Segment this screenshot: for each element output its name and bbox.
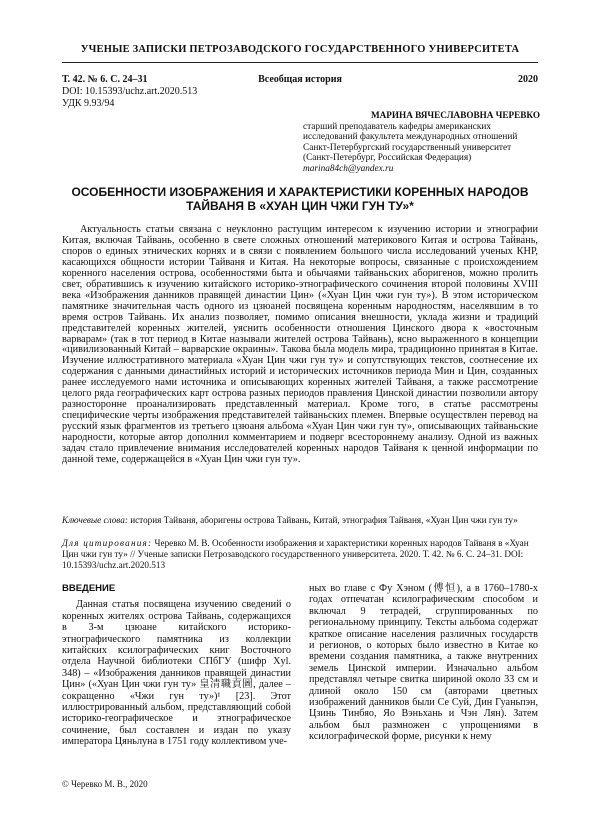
intro-paragraph-right: ных во главе с Фу Хэном (傅恒), а в 1760–1780-х годах отпечатан ксилографическим способом и включал 9 тетрадей, сгруппированных по региональному принципу. Тексты альбома содержат краткое описание населения различных государств и регионов, о которых было известно в Китае ко времени создания памятника, а также внутренних земель Цинской империи. Изначально альбом представлял четыре свитка шириной около 33 см и длиной около 150 см (авторами цветных изображений данников были Се Суй, Дин Гуаньпэн, Цзинь Тинбяо, Яо Вэньхань и Чэн Лян). Затем альбом был размножен с упрощениями в ксилографической форме, рисунки к нему [309, 583, 538, 743]
keywords [62, 515, 538, 526]
article-title: ОСОБЕННОСТИ ИЗОБРАЖЕНИЯ И ХАРАКТЕРИСТИКИ КОРЕННЫХ НАРОДОВ ТАЙВАНЯ В «ХУАН ЦИН ЧЖИ ГУН ТУ»* [71, 185, 529, 213]
intro-paragraph-left: Данная статья посвящена изучению сведений о коренных жителях острова Тайвань, содержащихся в 3-м цзюане китайского историко-этнографического памятника из коллекции китайских ксилографических книг Восточного отдела Научной библиотеки СПбГУ (шифр Xyl. 348) – «Изображения данников правящей династии Цин» («Хуан Цин чжи гун ту» 皇清職貢圖, далее – сокращенно «Чжи гун ту»)¹ [23]. Этот иллюстрированный альбом, представляющий собой историко-географическое и этнографическое сочинение, был составлен и издан по указу императора Цяньлуна в 1751 году коллективом уче- [62, 599, 291, 748]
issue-year: 2020 [518, 74, 538, 85]
right-column [309, 583, 538, 743]
left-column [62, 583, 291, 748]
header-divider [62, 62, 538, 63]
author-affiliation: старший преподаватель кафедры американских исследований факультета международных отношений Санкт-Петербургский государственный университет (Санкт-Петербург, Российская Федерация) [303, 121, 518, 164]
doi-block [62, 86, 197, 110]
keywords-text: история Тайваня, аборигены острова Тайвань, Китай, этнография Тайваня, «Хуан Цин чжи гун ту» [130, 515, 518, 525]
author-name: МАРИНА ВЯЧЕСЛАВОВНА ЧЕРЕВКО [370, 110, 540, 120]
section-name: Всеобщая история [258, 74, 342, 85]
abstract: Актуальность статьи связана с неуклонно растущим интересом к изучению истории и этнографии Китая, включая Тайвань, особенно в свете сложных отношений материкового Китая и острова Тайвань, споров о единых этнических корнях и в связи с появлением большого числа исследований ученых КНР, касающихся общности истории Тайваня и Китая. На некоторые вопросы, связанные с происхождением коренного населения острова, особенностями быта и обычаями тайваньских аборигенов, можно пролить свет, обратившись к изучению китайского историко-этнографического сочинения второй половины XVIII века «Изображения данников правящей династии Цин» («Хуан Цин чжи гун ту»). В этом историческом памятнике значительная часть одного из цзюаней посвящена коренным народностям, населявшим в то время остров Тайвань. Их анализ позволяет, помимо описания внешности, уклада жизни и традиций представителей коренных жителей, уяснить особенности отношения Цинского двора к «восточным варварам» (так в тот период в Китае называли жителей острова Тайвань), ясно выраженного в концепции «цивилизованный Китай – варварские окраины». Такова была модель мира, традиционно принятая в Китае. Изучение иллюстративного материала «Хуан Цин чжи гун ту» и сопутствующих текстов, соотнесение их содержания с данными династийных историй и исторических источников периода Мин и Цин, созданных ранее исследуемого нами источника и описывающих коренных жителей Тайваня, а также рассмотрение целого ряда географических карт острова разных периодов правления Цинской династии позволили автору разносторонне проанализировать представленный материал. Кроме того, в статье рассмотрены специфические черты изображения представителей тайваньских племен. Впервые осуществлен перевод на русский язык фрагментов из третьего цзюаня альбома «Хуан Цин чжи гун ту», описывающих тайваньские народности, которые автор дополнил комментарием и подверг всестороннему анализу. Одной из важных задач стало привлечение внимания исследователей коренных народов Тайваня к ценной информации по данной теме, содержащейся в «Хуан Цин чжи гун ту». [62, 224, 538, 466]
volume-info: Т. 42. № 6. С. 24–31 [62, 74, 148, 85]
journal-title: УЧЕНЫЕ ЗАПИСКИ ПЕТРОЗАВОДСКОГО ГОСУДАРСТВЕННОГО УНИВЕРСИТЕТА [80, 44, 520, 55]
section-heading: ВВЕДЕНИЕ [62, 583, 116, 594]
keywords-label: Ключевые слова: [62, 515, 128, 525]
author-email: marina84ch@yandex.ru [303, 163, 394, 174]
citation-text: Черевко М. В. Особенности изображения и характеристики коренных народов Тайваня в «Хуан Цин чжи гун ту» // Ученые записки Петрозаводского государственного университета. 2020. Т. 42. № 6. С. 24–31. DOI: 10.15393/uchz.art.2020.513 [62, 538, 529, 570]
udk: УДК 9.93/94 [62, 98, 115, 109]
author-block [303, 110, 540, 175]
doi: DOI: 10.15393/uchz.art.2020.513 [62, 86, 198, 97]
citation-label: Для цитирования: [62, 538, 153, 548]
citation [62, 538, 538, 570]
copyright: © Черевко М. В., 2020 [62, 779, 148, 789]
